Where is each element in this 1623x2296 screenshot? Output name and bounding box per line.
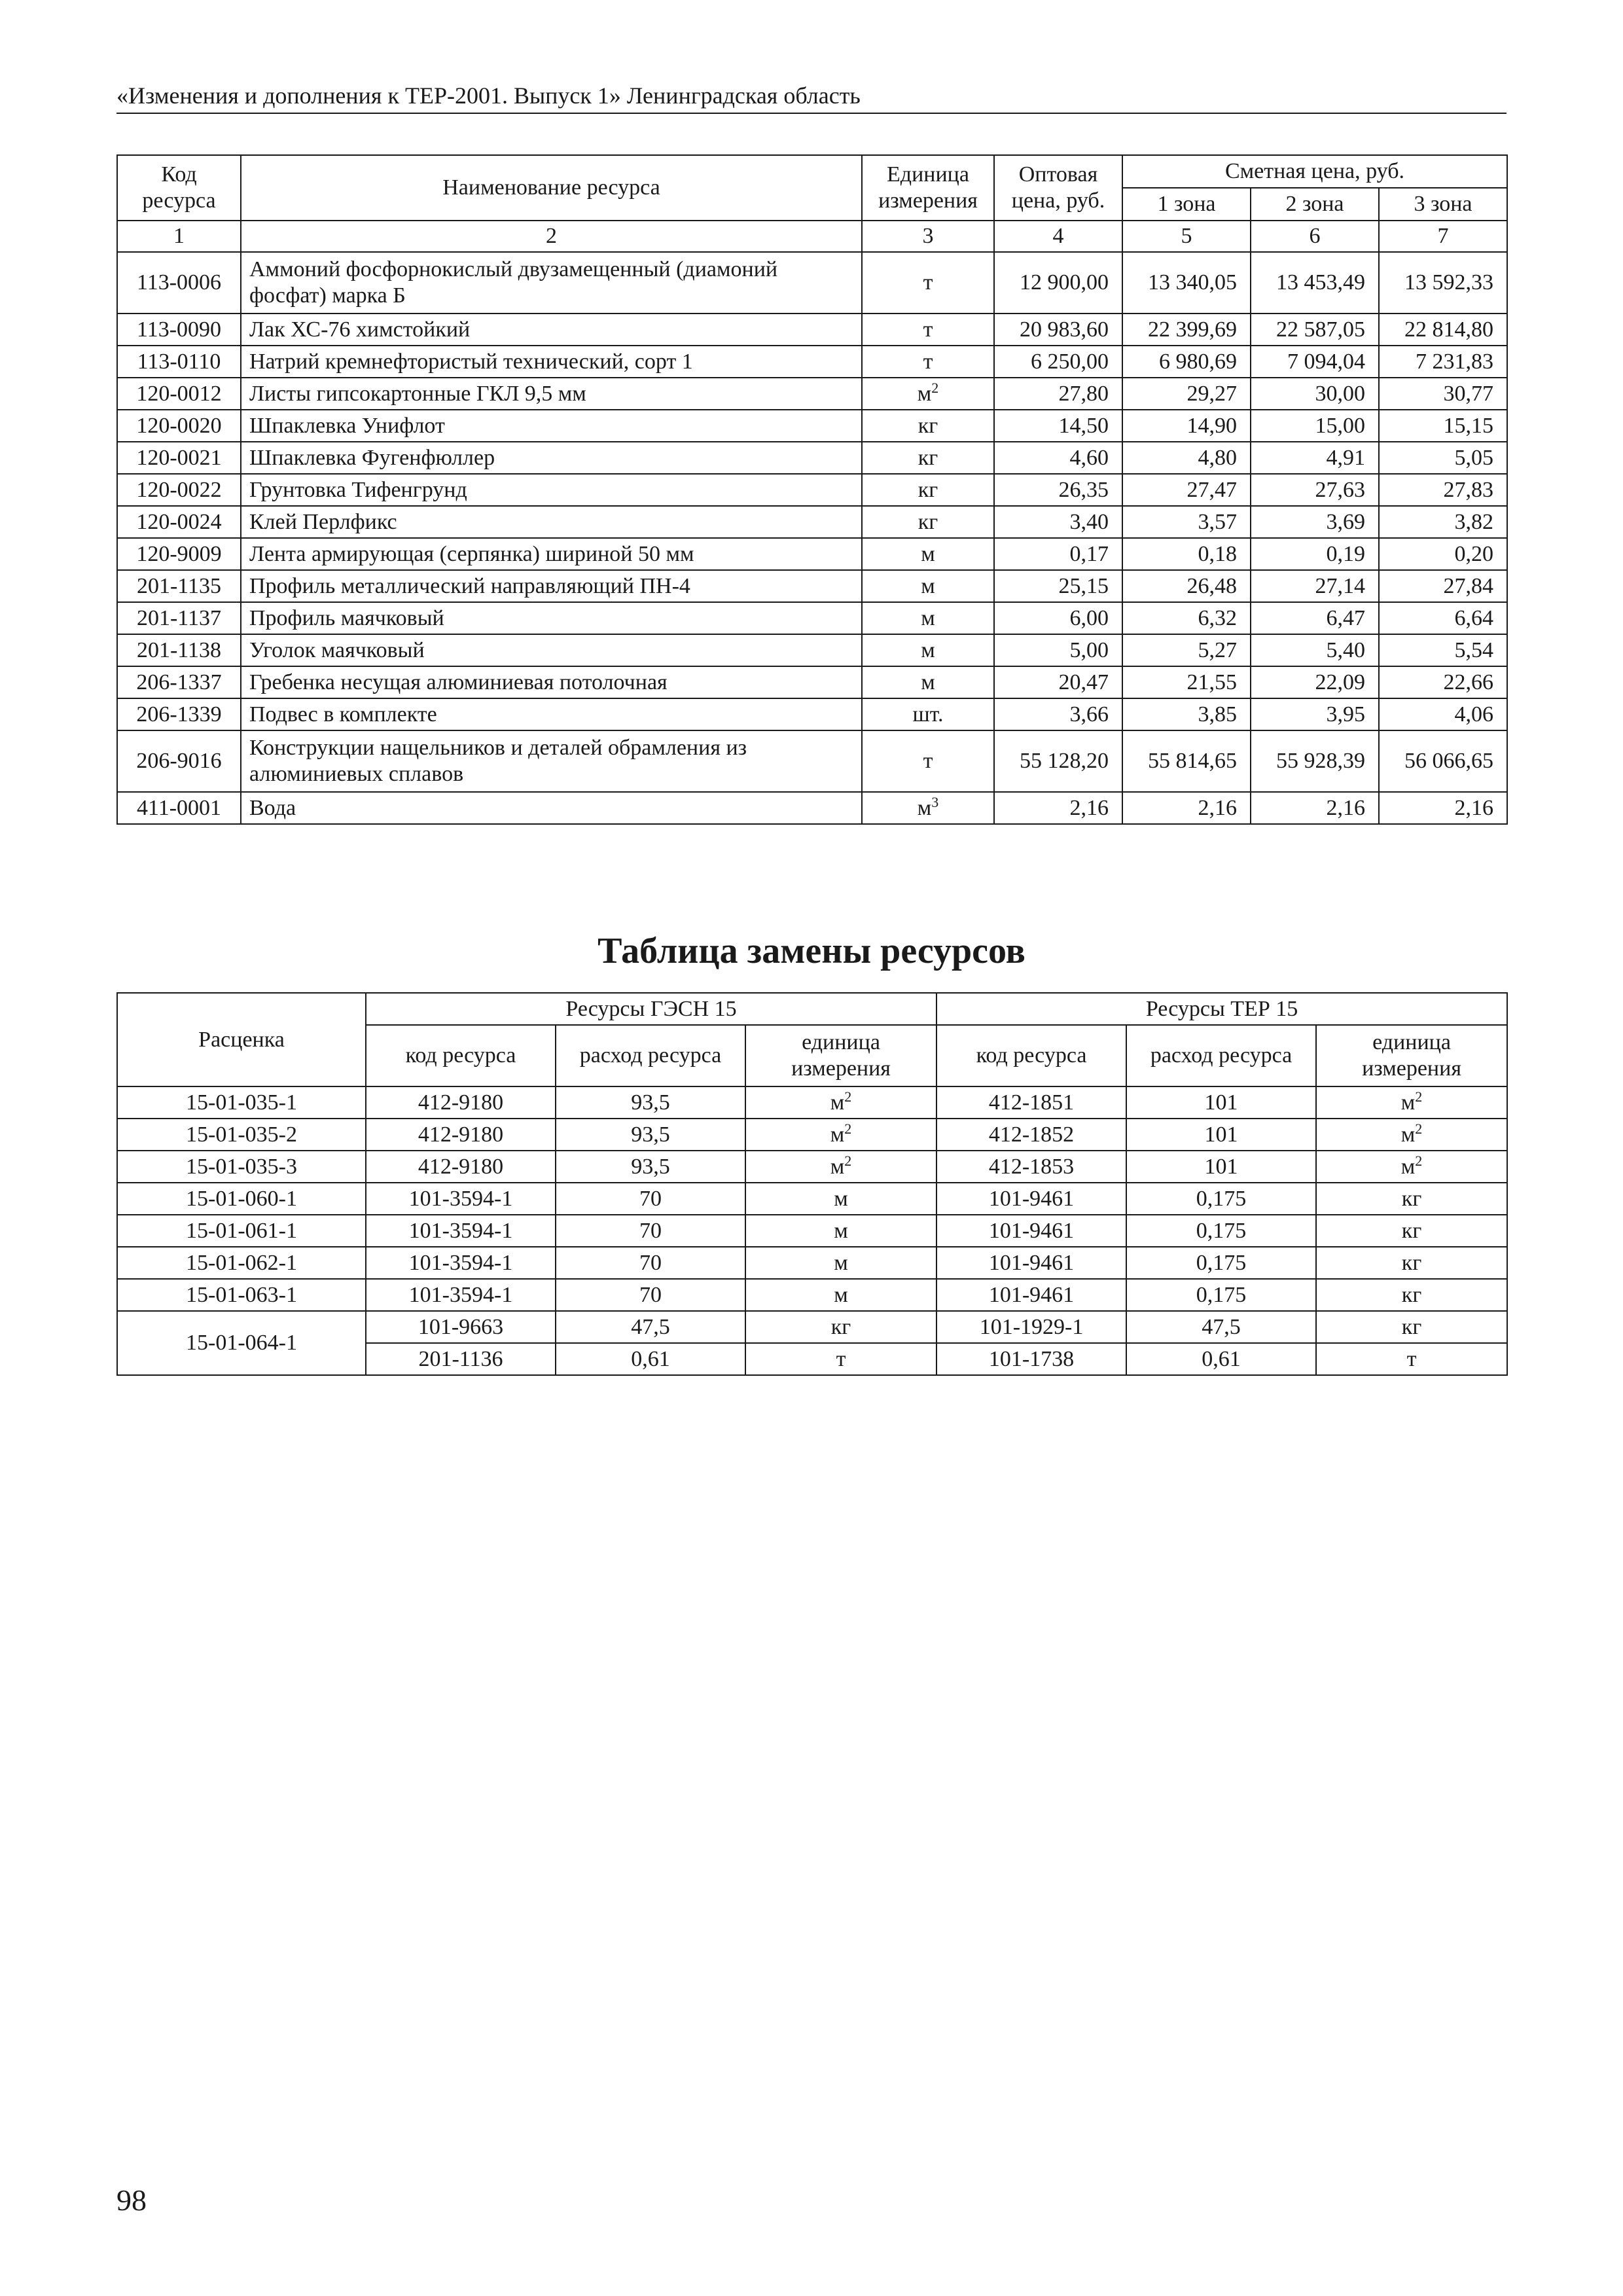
ter-consumption: 47,5 — [1126, 1311, 1316, 1343]
unit-text: т — [836, 1346, 846, 1371]
ter-consumption: 101 — [1126, 1151, 1316, 1183]
table-row — [117, 1311, 1507, 1343]
wholesale-price: 4,60 — [994, 442, 1122, 474]
ter-code: 412-1853 — [936, 1151, 1126, 1183]
unit-text: т — [923, 317, 933, 342]
gesn-unit — [745, 1279, 936, 1311]
resource-code: 120-0022 — [117, 474, 241, 506]
zone2-price: 5,40 — [1251, 634, 1379, 666]
zone1-price: 0,18 — [1122, 538, 1251, 570]
ter-code: 101-1929-1 — [936, 1311, 1126, 1343]
zone2-price: 6,47 — [1251, 602, 1379, 634]
resource-unit — [862, 792, 994, 824]
gesn-unit — [745, 1151, 936, 1183]
header-rate: Расценка — [117, 993, 366, 1086]
table-row — [117, 1119, 1507, 1151]
resource-unit — [862, 378, 994, 410]
zone3-price: 30,77 — [1379, 378, 1507, 410]
unit-text: м — [921, 605, 935, 630]
resource-name: Натрий кремнефтористый технический, сорт 1 — [241, 346, 862, 378]
unit-text: кг — [1401, 1282, 1422, 1307]
gesn-code: 412-9180 — [366, 1119, 556, 1151]
header-estimate: Сметная цена, руб. — [1122, 155, 1507, 188]
zone2-price: 55 928,39 — [1251, 730, 1379, 792]
unit-text: м — [1400, 1090, 1416, 1115]
unit-text: м — [834, 1186, 848, 1211]
zone1-price: 6 980,69 — [1122, 346, 1251, 378]
header-zone1: 1 зона — [1122, 188, 1251, 221]
resource-name: Уголок маячковый — [241, 634, 862, 666]
unit-text: кг — [918, 477, 938, 502]
header-wholesale: Оптовая цена, руб. — [994, 155, 1122, 221]
table-row — [117, 410, 1507, 442]
resource-code: 120-0020 — [117, 410, 241, 442]
wholesale-price: 6,00 — [994, 602, 1122, 634]
resource-code: 201-1135 — [117, 570, 241, 602]
gesn-consumption: 93,5 — [556, 1119, 745, 1151]
wholesale-price: 3,66 — [994, 698, 1122, 730]
header-unit: Единица измерения — [862, 155, 994, 221]
ter-consumption: 0,175 — [1126, 1279, 1316, 1311]
zone1-price: 6,32 — [1122, 602, 1251, 634]
ter-code: 412-1852 — [936, 1119, 1126, 1151]
column-number: 5 — [1122, 221, 1251, 252]
column-number: 7 — [1379, 221, 1507, 252]
ter-consumption: 0,61 — [1126, 1343, 1316, 1375]
zone3-price: 0,20 — [1379, 538, 1507, 570]
wholesale-price: 55 128,20 — [994, 730, 1122, 792]
resource-unit — [862, 410, 994, 442]
resource-code: 201-1137 — [117, 602, 241, 634]
zone2-price: 7 094,04 — [1251, 346, 1379, 378]
unit-text: кг — [1401, 1186, 1422, 1211]
resource-code: 113-0006 — [117, 252, 241, 314]
page-number: 98 — [116, 2183, 147, 2217]
resource-name: Клей Перлфикс — [241, 506, 862, 538]
gesn-consumption: 70 — [556, 1183, 745, 1215]
gesn-code: 412-9180 — [366, 1086, 556, 1119]
table-row — [117, 570, 1507, 602]
unit-text: кг — [1401, 1314, 1422, 1339]
unit-text: т — [923, 749, 933, 773]
resource-code: 206-1339 — [117, 698, 241, 730]
header-zone2: 2 зона — [1251, 188, 1379, 221]
gesn-code: 101-3594-1 — [366, 1247, 556, 1279]
resource-replacement-table — [116, 992, 1508, 1376]
unit-text: м — [921, 670, 935, 694]
wholesale-price: 20,47 — [994, 666, 1122, 698]
unit-text: м — [1400, 1154, 1416, 1179]
header-rule — [116, 113, 1507, 114]
ter-consumption: 0,175 — [1126, 1215, 1316, 1247]
running-header: «Изменения и дополнения к ТЕР-2001. Выпуск 1» Ленинградская область — [116, 82, 861, 109]
resource-name: Конструкции нащельников и деталей обрамления из алюминиевых сплавов — [241, 730, 862, 792]
header-zone3: 3 зона — [1379, 188, 1507, 221]
ter-consumption: 101 — [1126, 1119, 1316, 1151]
table-row — [117, 1215, 1507, 1247]
ter-code: 101-9461 — [936, 1279, 1126, 1311]
table-row — [117, 442, 1507, 474]
zone1-price: 3,57 — [1122, 506, 1251, 538]
zone2-price: 0,19 — [1251, 538, 1379, 570]
rate-code: 15-01-064-1 — [117, 1311, 366, 1375]
resource-unit — [862, 538, 994, 570]
table-row — [117, 378, 1507, 410]
gesn-unit — [745, 1183, 936, 1215]
gesn-consumption: 70 — [556, 1215, 745, 1247]
gesn-code: 101-9663 — [366, 1311, 556, 1343]
zone1-price: 21,55 — [1122, 666, 1251, 698]
header-name: Наименование ресурса — [241, 155, 862, 221]
zone2-price: 3,69 — [1251, 506, 1379, 538]
zone3-price: 7 231,83 — [1379, 346, 1507, 378]
table-row — [117, 730, 1507, 792]
resource-code: 120-9009 — [117, 538, 241, 570]
resource-name: Лак ХС-76 химстойкий — [241, 314, 862, 346]
unit-text: кг — [918, 413, 938, 438]
resource-name: Шпаклевка Фугенфюллер — [241, 442, 862, 474]
resource-name: Профиль маячковый — [241, 602, 862, 634]
resource-unit — [862, 730, 994, 792]
table-row — [117, 634, 1507, 666]
unit-text: м — [834, 1282, 848, 1307]
gesn-consumption: 70 — [556, 1247, 745, 1279]
zone3-price: 3,82 — [1379, 506, 1507, 538]
table-row — [117, 1086, 1507, 1119]
unit-exponent: 2 — [931, 379, 939, 396]
resource-code: 206-9016 — [117, 730, 241, 792]
ter-code: 101-9461 — [936, 1215, 1126, 1247]
gesn-consumption: 70 — [556, 1279, 745, 1311]
resource-name: Подвес в комплекте — [241, 698, 862, 730]
resource-name: Вода — [241, 792, 862, 824]
gesn-consumption: 47,5 — [556, 1311, 745, 1343]
table-row — [117, 792, 1507, 824]
header-gesn-code: код ресурса — [366, 1025, 556, 1086]
zone3-price: 15,15 — [1379, 410, 1507, 442]
header-code: Код ресурса — [117, 155, 241, 221]
resource-code: 206-1337 — [117, 666, 241, 698]
unit-text: кг — [918, 445, 938, 470]
wholesale-price: 6 250,00 — [994, 346, 1122, 378]
column-number: 2 — [241, 221, 862, 252]
zone2-price: 27,14 — [1251, 570, 1379, 602]
zone3-price: 22 814,80 — [1379, 314, 1507, 346]
unit-text: шт. — [912, 702, 944, 726]
gesn-code: 101-3594-1 — [366, 1215, 556, 1247]
unit-text: м — [921, 573, 935, 598]
ter-code: 412-1851 — [936, 1086, 1126, 1119]
resource-name: Грунтовка Тифенгрунд — [241, 474, 862, 506]
unit-text: м — [830, 1154, 845, 1179]
column-number: 1 — [117, 221, 241, 252]
resource-unit — [862, 442, 994, 474]
zone3-price: 5,54 — [1379, 634, 1507, 666]
zone3-price: 22,66 — [1379, 666, 1507, 698]
table-row — [117, 538, 1507, 570]
zone2-price: 13 453,49 — [1251, 252, 1379, 314]
zone3-price: 13 592,33 — [1379, 252, 1507, 314]
zone2-price: 22,09 — [1251, 666, 1379, 698]
resource-unit — [862, 698, 994, 730]
header-gesn-consumption: расход ресурса — [556, 1025, 745, 1086]
gesn-consumption: 0,61 — [556, 1343, 745, 1375]
resource-code: 411-0001 — [117, 792, 241, 824]
ter-unit — [1316, 1119, 1507, 1151]
zone1-price: 14,90 — [1122, 410, 1251, 442]
replacement-table-title: Таблица замены ресурсов — [597, 931, 1026, 971]
resource-price-table — [116, 154, 1508, 825]
resource-name: Гребенка несущая алюминиевая потолочная — [241, 666, 862, 698]
wholesale-price: 25,15 — [994, 570, 1122, 602]
unit-exponent: 3 — [931, 793, 939, 810]
gesn-code: 101-3594-1 — [366, 1279, 556, 1311]
zone2-price: 4,91 — [1251, 442, 1379, 474]
gesn-unit — [745, 1086, 936, 1119]
ter-consumption: 0,175 — [1126, 1183, 1316, 1215]
ter-code: 101-9461 — [936, 1183, 1126, 1215]
table-row — [117, 1151, 1507, 1183]
resource-unit — [862, 570, 994, 602]
unit-exponent: 2 — [1415, 1152, 1423, 1169]
unit-text: кг — [830, 1314, 851, 1339]
unit-text: м — [830, 1090, 845, 1115]
resource-unit — [862, 252, 994, 314]
zone3-price: 2,16 — [1379, 792, 1507, 824]
unit-text: м — [834, 1250, 848, 1275]
unit-text: м — [921, 541, 935, 566]
ter-code: 101-1738 — [936, 1343, 1126, 1375]
zone1-price: 22 399,69 — [1122, 314, 1251, 346]
replacement-table-body — [117, 1086, 1507, 1375]
table-row — [117, 252, 1507, 314]
zone1-price: 3,85 — [1122, 698, 1251, 730]
resource-code: 120-0012 — [117, 378, 241, 410]
ter-unit — [1316, 1183, 1507, 1215]
resource-name: Листы гипсокартонные ГКЛ 9,5 мм — [241, 378, 862, 410]
zone1-price: 55 814,65 — [1122, 730, 1251, 792]
resource-code: 201-1138 — [117, 634, 241, 666]
column-number: 3 — [862, 221, 994, 252]
ter-unit — [1316, 1311, 1507, 1343]
rate-code: 15-01-060-1 — [117, 1183, 366, 1215]
zone2-price: 30,00 — [1251, 378, 1379, 410]
wholesale-price: 0,17 — [994, 538, 1122, 570]
ter-unit — [1316, 1343, 1507, 1375]
zone1-price: 5,27 — [1122, 634, 1251, 666]
unit-text: м — [830, 1122, 845, 1147]
unit-exponent: 2 — [1415, 1088, 1423, 1105]
gesn-code: 412-9180 — [366, 1151, 556, 1183]
unit-exponent: 2 — [1415, 1120, 1423, 1137]
header-ter-code: код ресурса — [936, 1025, 1126, 1086]
column-number: 6 — [1251, 221, 1379, 252]
unit-text: м — [917, 795, 932, 820]
rate-code: 15-01-061-1 — [117, 1215, 366, 1247]
table-row — [117, 346, 1507, 378]
zone3-price: 27,84 — [1379, 570, 1507, 602]
gesn-consumption: 93,5 — [556, 1086, 745, 1119]
zone2-price: 3,95 — [1251, 698, 1379, 730]
gesn-unit — [745, 1247, 936, 1279]
gesn-code: 101-3594-1 — [366, 1183, 556, 1215]
wholesale-price: 5,00 — [994, 634, 1122, 666]
gesn-unit — [745, 1119, 936, 1151]
zone1-price: 29,27 — [1122, 378, 1251, 410]
wholesale-price: 2,16 — [994, 792, 1122, 824]
zone3-price: 6,64 — [1379, 602, 1507, 634]
column-number: 4 — [994, 221, 1122, 252]
ter-unit — [1316, 1151, 1507, 1183]
unit-text: т — [1406, 1346, 1417, 1371]
resource-name: Аммоний фосфорнокислый двузамещенный (диамоний фосфат) марка Б — [241, 252, 862, 314]
resource-table-body — [117, 252, 1507, 824]
wholesale-price: 20 983,60 — [994, 314, 1122, 346]
wholesale-price: 27,80 — [994, 378, 1122, 410]
gesn-consumption: 93,5 — [556, 1151, 745, 1183]
rate-code: 15-01-035-3 — [117, 1151, 366, 1183]
header-ter-consumption: расход ресурса — [1126, 1025, 1316, 1086]
wholesale-price: 26,35 — [994, 474, 1122, 506]
resource-code: 120-0024 — [117, 506, 241, 538]
ter-consumption: 101 — [1126, 1086, 1316, 1119]
wholesale-price: 3,40 — [994, 506, 1122, 538]
unit-text: кг — [918, 509, 938, 534]
resource-code: 113-0090 — [117, 314, 241, 346]
ter-unit — [1316, 1279, 1507, 1311]
gesn-unit — [745, 1215, 936, 1247]
ter-consumption: 0,175 — [1126, 1247, 1316, 1279]
unit-text: т — [923, 270, 933, 295]
ter-unit — [1316, 1086, 1507, 1119]
table-row — [117, 1279, 1507, 1311]
zone1-price: 4,80 — [1122, 442, 1251, 474]
unit-exponent: 2 — [844, 1152, 852, 1169]
resource-unit — [862, 602, 994, 634]
zone1-price: 27,47 — [1122, 474, 1251, 506]
unit-text: м — [1400, 1122, 1416, 1147]
zone3-price: 5,05 — [1379, 442, 1507, 474]
zone3-price: 27,83 — [1379, 474, 1507, 506]
table-row — [117, 314, 1507, 346]
table-row — [117, 698, 1507, 730]
rate-code: 15-01-035-2 — [117, 1119, 366, 1151]
wholesale-price: 12 900,00 — [994, 252, 1122, 314]
resource-unit — [862, 346, 994, 378]
resource-unit — [862, 314, 994, 346]
header-gesn-resources: Ресурсы ГЭСН 15 — [366, 993, 936, 1025]
header-ter-resources: Ресурсы ТЕР 15 — [936, 993, 1507, 1025]
zone2-price: 27,63 — [1251, 474, 1379, 506]
unit-text: м — [917, 381, 932, 406]
resource-code: 113-0110 — [117, 346, 241, 378]
header-gesn-unit: единица измерения — [745, 1025, 936, 1086]
table-row — [117, 666, 1507, 698]
rate-code: 15-01-035-1 — [117, 1086, 366, 1119]
zone3-price: 4,06 — [1379, 698, 1507, 730]
unit-text: м — [921, 637, 935, 662]
wholesale-price: 14,50 — [994, 410, 1122, 442]
unit-exponent: 2 — [844, 1120, 852, 1137]
unit-text: т — [923, 349, 933, 374]
resource-unit — [862, 634, 994, 666]
zone2-price: 15,00 — [1251, 410, 1379, 442]
ter-unit — [1316, 1215, 1507, 1247]
zone1-price: 26,48 — [1122, 570, 1251, 602]
table-row — [117, 474, 1507, 506]
gesn-unit — [745, 1311, 936, 1343]
ter-unit — [1316, 1247, 1507, 1279]
unit-exponent: 2 — [844, 1088, 852, 1105]
unit-text: кг — [1401, 1218, 1422, 1243]
zone3-price: 56 066,65 — [1379, 730, 1507, 792]
resource-unit — [862, 506, 994, 538]
unit-text: м — [834, 1218, 848, 1243]
ter-code: 101-9461 — [936, 1247, 1126, 1279]
unit-text: кг — [1401, 1250, 1422, 1275]
table-row — [117, 1183, 1507, 1215]
header-ter-unit: единица измерения — [1316, 1025, 1507, 1086]
resource-unit — [862, 474, 994, 506]
table-row — [117, 1247, 1507, 1279]
zone2-price: 2,16 — [1251, 792, 1379, 824]
rate-code: 15-01-062-1 — [117, 1247, 366, 1279]
zone2-price: 22 587,05 — [1251, 314, 1379, 346]
resource-unit — [862, 666, 994, 698]
table-row — [117, 602, 1507, 634]
resource-name: Шпаклевка Унифлот — [241, 410, 862, 442]
gesn-unit — [745, 1343, 936, 1375]
gesn-code: 201-1136 — [366, 1343, 556, 1375]
rate-code: 15-01-063-1 — [117, 1279, 366, 1311]
resource-name: Лента армирующая (серпянка) шириной 50 мм — [241, 538, 862, 570]
zone1-price: 2,16 — [1122, 792, 1251, 824]
zone1-price: 13 340,05 — [1122, 252, 1251, 314]
resource-name: Профиль металлический направляющий ПН-4 — [241, 570, 862, 602]
table-row — [117, 506, 1507, 538]
resource-code: 120-0021 — [117, 442, 241, 474]
